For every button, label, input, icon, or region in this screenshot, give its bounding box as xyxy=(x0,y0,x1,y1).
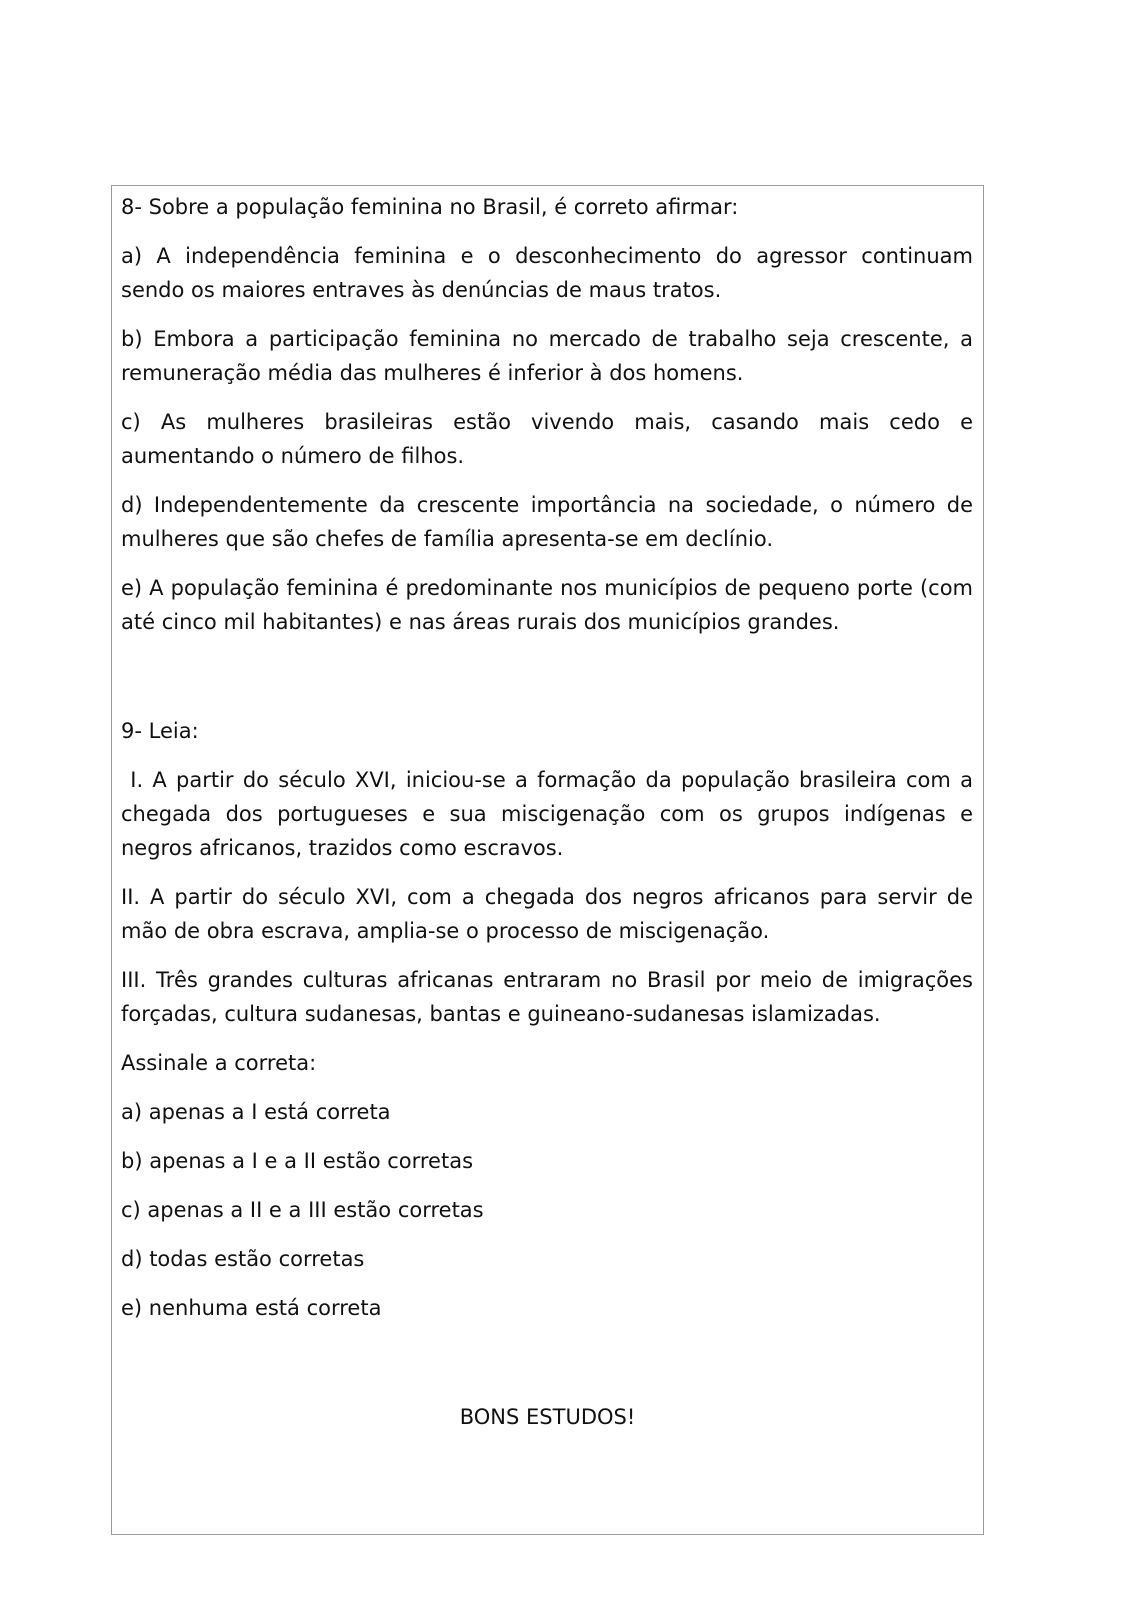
question-8-option-d: d) Independentemente da crescente importância na sociedade, o número de mulheres que são chefes de família apresenta-se em declínio. xyxy=(121,493,973,551)
question-9-option-b: b) apenas a I e a II estão corretas xyxy=(121,1149,474,1173)
question-8-option-e: e) A população feminina é predominante nos municípios de pequeno porte (com até cinco mil habitantes) e nas áreas rurais dos municípios grandes. xyxy=(121,576,973,634)
question-9-option-a: a) apenas a I está correta xyxy=(121,1100,391,1124)
question-8-option-b: b) Embora a participação feminina no mercado de trabalho seja crescente, a remuneração média das mulheres é inferior à dos homens. xyxy=(121,327,973,385)
footer-message: BONS ESTUDOS! xyxy=(459,1405,636,1429)
question-9-statement-i: I. A partir do século XVI, iniciou-se a formação da população brasileira com a chegada dos portugueses e sua miscigenação com os grupos indígenas e negros africanos, trazidos como escravos. xyxy=(121,768,980,860)
question-9-statement-iii: III. Três grandes culturas africanas entraram no Brasil por meio de imigrações forçadas, cultura sudanesas, bantas e guineano-sudanesas islamizadas. xyxy=(121,968,973,1026)
question-9-option-c: c) apenas a II e a III estão corretas xyxy=(121,1198,484,1222)
question-8-option-a: a) A independência feminina e o desconhecimento do agressor continuam sendo os maiores entraves às denúncias de maus tratos. xyxy=(121,244,973,302)
question-9-option-e: e) nenhuma está correta xyxy=(121,1296,382,1320)
question-9-prompt: Assinale a correta: xyxy=(121,1051,317,1075)
question-8-option-c: c) As mulheres brasileiras estão vivendo mais, casando mais cedo e aumentando o número de filhos. xyxy=(121,410,973,468)
document-content xyxy=(121,190,980,1340)
section-spacer xyxy=(121,654,973,714)
question-8-text: 8- Sobre a população feminina no Brasil, é correto afirmar: xyxy=(121,195,739,219)
question-9-option-d: d) todas estão corretas xyxy=(121,1247,365,1271)
question-9-text: 9- Leia: xyxy=(121,719,199,743)
question-9-statement-ii: II. A partir do século XVI, com a chegada dos negros africanos para servir de mão de obra escrava, amplia-se o processo de miscigenação. xyxy=(121,885,973,943)
